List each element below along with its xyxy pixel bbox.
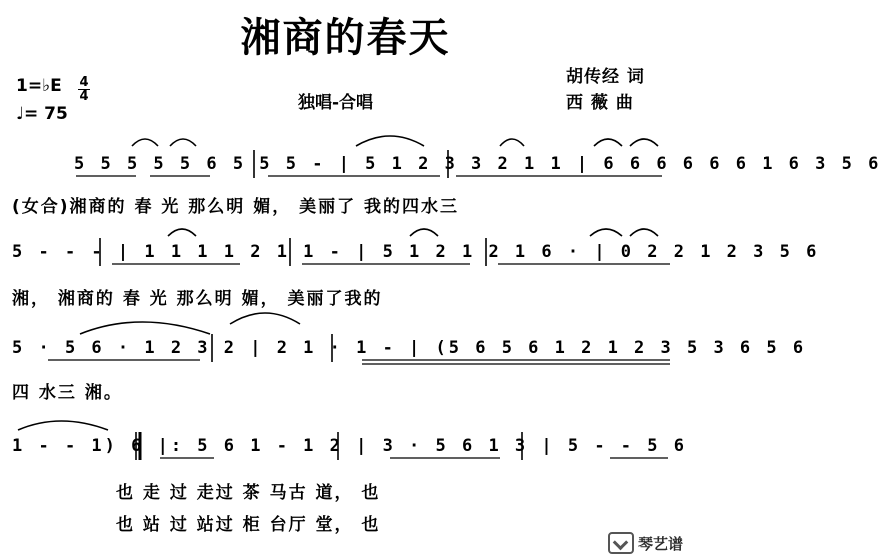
slur [168, 229, 196, 236]
lyrics-line-2: 湘， 湘商的 春 光 那么明 媚， 美丽了我的 [12, 289, 383, 309]
watermark-logo [608, 532, 683, 554]
time-signature-bottom: 4 [79, 89, 89, 104]
slur [18, 421, 108, 430]
notation-line-1: 5 5 5 5 5 6 5 5 5 - | 5 1 2 3 3 2 1 1 | 6 6 6 6 6 6 1 6 3 5 6 [74, 154, 881, 174]
lyrics-line-3: 四 水三 湘。 [12, 383, 123, 403]
slur [170, 139, 196, 146]
key-signature: 1=♭E [16, 76, 62, 96]
slur [630, 139, 658, 146]
slur [80, 322, 210, 334]
time-signature-top: 4 [79, 75, 89, 90]
watermark-text: 琴艺谱 [637, 534, 683, 553]
slur [356, 136, 424, 146]
logo-icon [608, 532, 634, 554]
notation-line-3: 5 · 5 6 · 1 2 3 2 | 2 1 · 1 - | (5 6 5 6 1 2 1 2 3 5 3 6 5 6 [12, 338, 807, 358]
slur [410, 229, 438, 236]
lyrics-line-4a: 也 走 过 走过 茶 马古 道， 也 [116, 483, 381, 503]
lyrics-line-4b: 也 站 过 站过 柜 台厅 堂， 也 [116, 515, 381, 535]
notation-line-2: 5 - - - | 1 1 1 1 2 1 1 - | 5 1 2 1 2 1 6 · | 0 2 2 1 2 3 5 6 [12, 242, 820, 262]
slur [590, 229, 622, 236]
slur [630, 229, 658, 236]
performance-note: 独唱-合唱 [298, 93, 374, 113]
slur [500, 139, 524, 146]
slur [594, 139, 622, 146]
lyricist-credit: 胡传经 词 [566, 67, 645, 87]
song-title: 湘商的春天 [240, 15, 451, 61]
composer-credit: 西 薇 曲 [566, 93, 634, 113]
lyrics-line-1: (女合)湘商的 春 光 那么明 媚， 美丽了 我的四水三 [12, 197, 460, 217]
tempo-marking: ♩= 75 [16, 104, 68, 124]
notation-line-4: 1 - - 1) 6 |: 5 6 1 - 1 2 | 3 · 5 6 1 3 | 5 - - 5 6 [12, 436, 687, 456]
slur [230, 313, 300, 324]
slur [132, 139, 158, 146]
